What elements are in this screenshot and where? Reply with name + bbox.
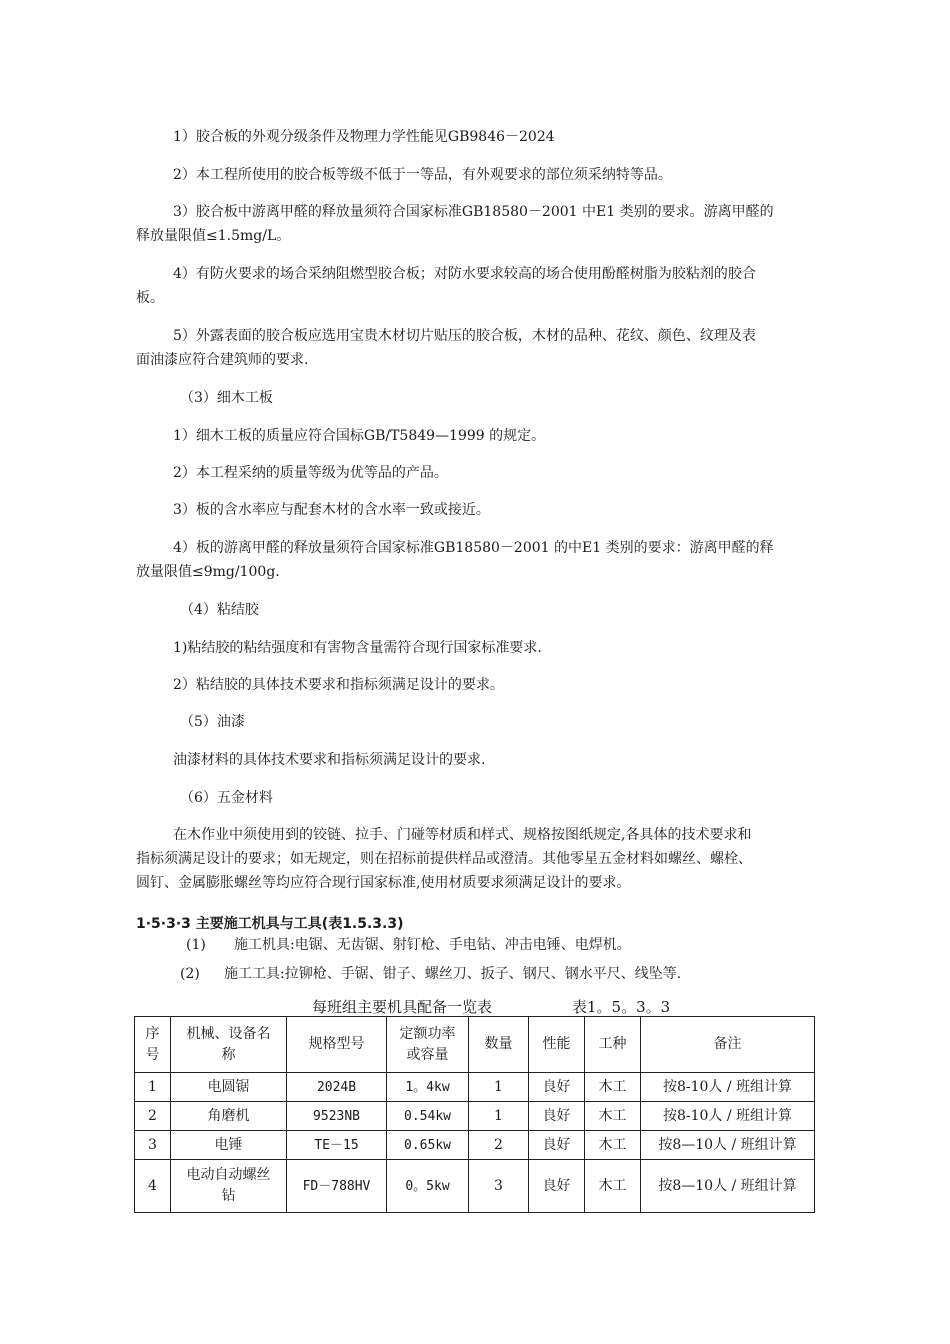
cell-name: 角磨机 <box>171 1102 287 1131</box>
cell-trade: 木工 <box>585 1073 641 1102</box>
text-line: 板。 <box>136 290 164 306</box>
text-line: 2）本工程所使用的胶合板等级不低于一等品，有外观要求的部位须采纳特等品。 <box>173 167 672 183</box>
text-line: 圆钉、金属膨胀螺丝等均应符合现行国家标准,使用材质要求须满足设计的要求。 <box>136 875 631 891</box>
header-cell: 规格型号 <box>287 1017 387 1073</box>
table-row <box>135 1160 815 1213</box>
subsection-title: （4）粘结胶 <box>180 602 259 618</box>
cell-qty: 1 <box>469 1073 529 1102</box>
table-row <box>135 1073 815 1102</box>
text-line: 放量限值≤9mg/100g. <box>136 564 280 580</box>
cell-model: TE－15 <box>287 1131 387 1160</box>
header-cell: 定额功率 或容量 <box>387 1017 469 1073</box>
table-row <box>135 1131 815 1160</box>
cell-qty: 3 <box>469 1160 529 1213</box>
list-text: 施工机具:电锯、无齿锯、射钉枪、手电钻、冲击电锤、电焊机。 <box>234 937 631 953</box>
list-number: (2) <box>180 966 200 982</box>
cell-perf: 良好 <box>529 1131 585 1160</box>
subsection-title: （3）细木工板 <box>180 390 273 406</box>
cell-name: 电圆锯 <box>171 1073 287 1102</box>
text-line: 3）胶合板中游离甲醛的释放量须符合国家标准GB18580－2001 中E1 类别的要求。游离甲醛的 <box>173 204 774 220</box>
cell-note: 按8—10人 / 班组计算 <box>641 1131 815 1160</box>
table-title: 每班组主要机具配备一览表 <box>312 998 493 1016</box>
cell-power: 0.65kw <box>387 1131 469 1160</box>
cell-trade: 木工 <box>585 1160 641 1213</box>
text-line: 4）有防火要求的场合采纳阻燃型胶合板；对防水要求较高的场合使用酚醛树脂为胶粘剂的胶合 <box>173 266 756 282</box>
cell-name: 电动自动螺丝 钻 <box>171 1160 287 1213</box>
cell-no: 2 <box>135 1102 171 1131</box>
text-line: 5）外露表面的胶合板应选用宝贵木材切片贴压的胶合板，木材的品种、花纹、颜色、纹理及表 <box>173 328 756 344</box>
cell-no: 3 <box>135 1131 171 1160</box>
text-line: 指标须满足设计的要求；如无规定，则在招标前提供样品或澄清。其他零星五金材料如螺丝、螺栓、 <box>136 851 752 867</box>
cell-trade: 木工 <box>585 1131 641 1160</box>
cell-model: 2024B <box>287 1073 387 1102</box>
list-text: 施工工具:拉铆枪、手锯、钳子、螺丝刀、扳子、钢尺、钢水平尺、线坠等. <box>224 966 682 982</box>
section-heading: 1·5·3·3 主要施工机具与工具(表1.5.3.3) <box>136 916 404 932</box>
table-number: 表1。5。3。3 <box>572 998 671 1016</box>
cell-perf: 良好 <box>529 1102 585 1131</box>
cell-qty: 1 <box>469 1102 529 1131</box>
text-line: 1)粘结胶的粘结强度和有害物含量需符合现行国家标准要求. <box>173 640 542 656</box>
cell-power: 1。4kw <box>387 1073 469 1102</box>
cell-power: 0。5kw <box>387 1160 469 1213</box>
cell-name: 电锤 <box>171 1131 287 1160</box>
header-cell: 数量 <box>469 1017 529 1073</box>
cell-perf: 良好 <box>529 1073 585 1102</box>
text-line: 1）胶合板的外观分级条件及物理力学性能见GB9846－2024 <box>173 129 555 145</box>
cell-note: 按8—10人 / 班组计算 <box>641 1160 815 1213</box>
subsection-title: （6）五金材料 <box>180 790 273 806</box>
cell-perf: 良好 <box>529 1160 585 1213</box>
table-header-row <box>135 1017 815 1073</box>
cell-trade: 木工 <box>585 1102 641 1131</box>
subsection-title: （5）油漆 <box>180 714 245 730</box>
cell-note: 按8-10人 / 班组计算 <box>641 1073 815 1102</box>
text-line: 在木作业中须使用到的铰链、拉手、门碰等材质和样式、规格按图纸规定,各具体的技术要求和 <box>173 827 752 843</box>
text-line: 油漆材料的具体技术要求和指标须满足设计的要求. <box>173 752 486 768</box>
cell-no: 4 <box>135 1160 171 1213</box>
text-line: 2）粘结胶的具体技术要求和指标须满足设计的要求。 <box>173 677 504 693</box>
header-cell: 机械、设备名 称 <box>171 1017 287 1073</box>
cell-qty: 2 <box>469 1131 529 1160</box>
cell-power: 0.54kw <box>387 1102 469 1131</box>
header-cell: 备注 <box>641 1017 815 1073</box>
table-row <box>135 1102 815 1131</box>
list-number: (1) <box>186 937 206 953</box>
text-line: 4）板的游离甲醛的释放量须符合国家标准GB18580－2001 的中E1 类别的要求：游离甲醛的释 <box>173 540 774 556</box>
header-cell: 序 号 <box>135 1017 171 1073</box>
cell-no: 1 <box>135 1073 171 1102</box>
cell-model: 9523NB <box>287 1102 387 1131</box>
text-line: 3）板的含水率应与配套木材的含水率一致或接近。 <box>173 502 490 518</box>
text-line: 2）本工程采纳的质量等级为优等品的产品。 <box>173 465 448 481</box>
cell-model: FD－788HV <box>287 1160 387 1213</box>
cell-note: 按8-10人 / 班组计算 <box>641 1102 815 1131</box>
equipment-table <box>134 1016 815 1213</box>
header-cell: 性能 <box>529 1017 585 1073</box>
text-line: 1）细木工板的质量应符合国标GB/T5849—1999 的规定。 <box>173 428 546 444</box>
header-cell: 工种 <box>585 1017 641 1073</box>
text-line: 面油漆应符合建筑师的要求. <box>136 352 309 368</box>
text-line: 释放量限值≤1.5mg/L。 <box>136 228 291 244</box>
